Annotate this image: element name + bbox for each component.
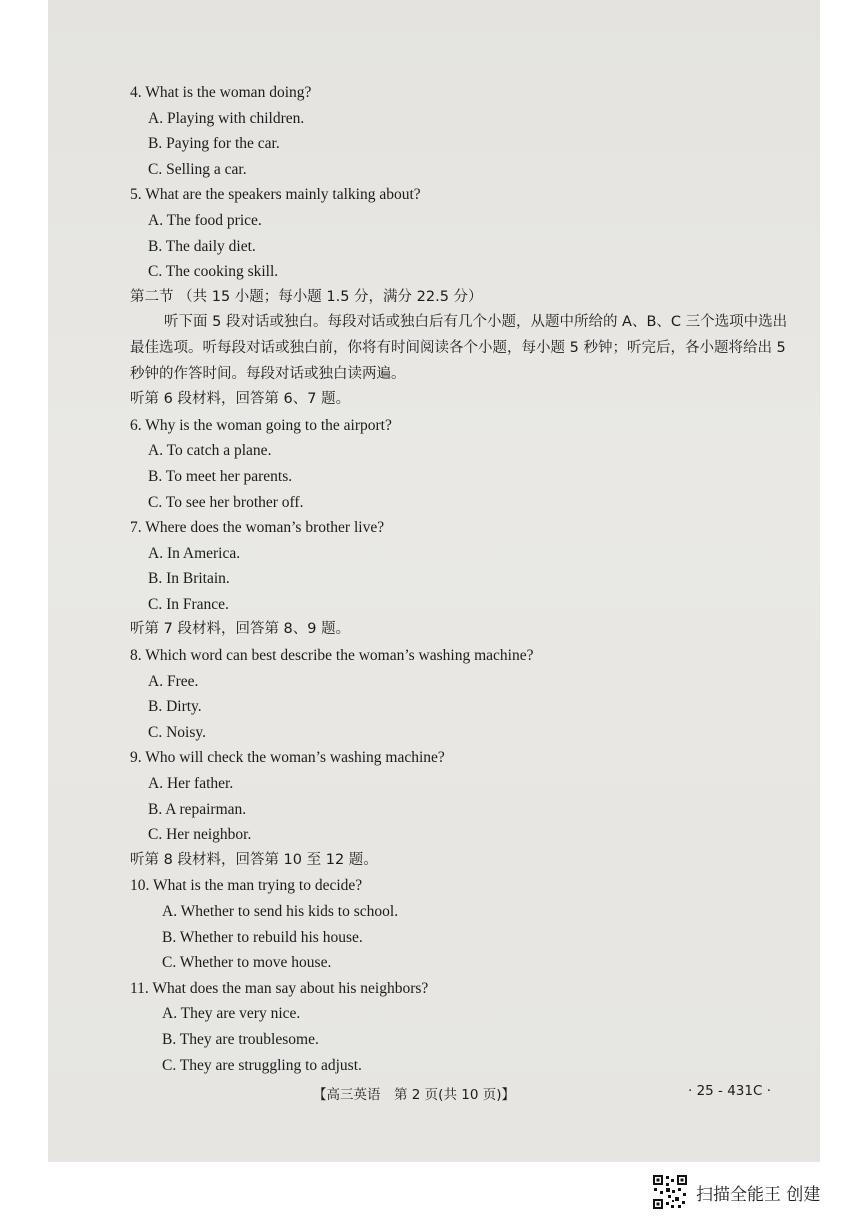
option: C. Her neighbor.: [148, 826, 252, 844]
option: C. They are struggling to adjust.: [162, 1056, 362, 1074]
option: A. Playing with children.: [148, 109, 305, 127]
option: C. In France.: [148, 595, 229, 613]
option: B. They are troublesome.: [162, 1030, 319, 1048]
option: B. The daily diet.: [148, 237, 256, 255]
option: C. Selling a car.: [148, 160, 247, 178]
option: B. Whether to rebuild his house.: [162, 928, 363, 946]
question-4: 4. What is the woman doing?: [130, 84, 312, 101]
option: A. Free.: [148, 672, 199, 690]
option: B. In Britain.: [148, 570, 230, 588]
option: A. The food price.: [148, 211, 262, 229]
option: A. Her father.: [148, 775, 234, 793]
option: B. Dirty.: [148, 698, 202, 716]
question-9: 9. Who will check the woman’s washing machine?: [130, 749, 445, 767]
option: C. The cooking skill.: [148, 263, 279, 281]
section-instructions: 听下面 5 段对话或独白。每段对话或独白后有几个小题，从题中所给的 A、B、C 三个选项中选出最佳选项。听每段对话或独白前，你将有时间阅读各个小题，每小题 5 秒钟；听完后，各小题将给出 5 秒钟的作答时间。每段对话或独白读两遍。: [130, 314, 788, 382]
option: A. In America.: [148, 544, 241, 562]
qr-code-icon: [652, 1174, 688, 1210]
question-7: 7. Where does the woman’s brother live?: [130, 519, 385, 537]
question-6: 6. Why is the woman going to the airport?: [130, 416, 392, 434]
option: C. Whether to move house.: [162, 954, 332, 972]
question-8: 8. Which word can best describe the woman’s washing machine?: [130, 647, 534, 665]
option: A. To catch a plane.: [148, 442, 272, 460]
group-heading: 听第 6 段材料，回答第 6、7 题。: [130, 391, 351, 408]
option: C. To see her brother off.: [148, 493, 304, 511]
option: A. Whether to send his kids to school.: [162, 903, 399, 920]
page-number: 【高三英语 第 2 页(共 10 页)】: [313, 1087, 515, 1103]
option: A. They are very nice.: [162, 1005, 301, 1023]
option: B. Paying for the car.: [148, 135, 280, 153]
page-content: [130, 80, 830, 1078]
exam-page: [48, 0, 820, 1162]
option: B. To meet her parents.: [148, 467, 293, 485]
question-11: 11. What does the man say about his neighbors?: [130, 979, 429, 997]
group-heading: 听第 7 段材料，回答第 8、9 题。: [130, 621, 351, 638]
group-heading: 听第 8 段材料，回答第 10 至 12 题。: [130, 851, 378, 868]
exam-code: · 25 - 431C ·: [688, 1083, 771, 1099]
option: C. Noisy.: [148, 723, 206, 741]
question-5: 5. What are the speakers mainly talking about?: [130, 186, 421, 204]
scanner-watermark: [652, 1172, 820, 1212]
option: B. A repairman.: [148, 800, 247, 818]
question-10: 10. What is the man trying to decide?: [130, 877, 363, 895]
scanner-label: 扫描全能王 创建: [696, 1184, 821, 1205]
section-title: 第二节 （共 15 小题；每小题 1.5 分，满分 22.5 分）: [130, 288, 483, 305]
page-footer: [48, 1083, 820, 1107]
